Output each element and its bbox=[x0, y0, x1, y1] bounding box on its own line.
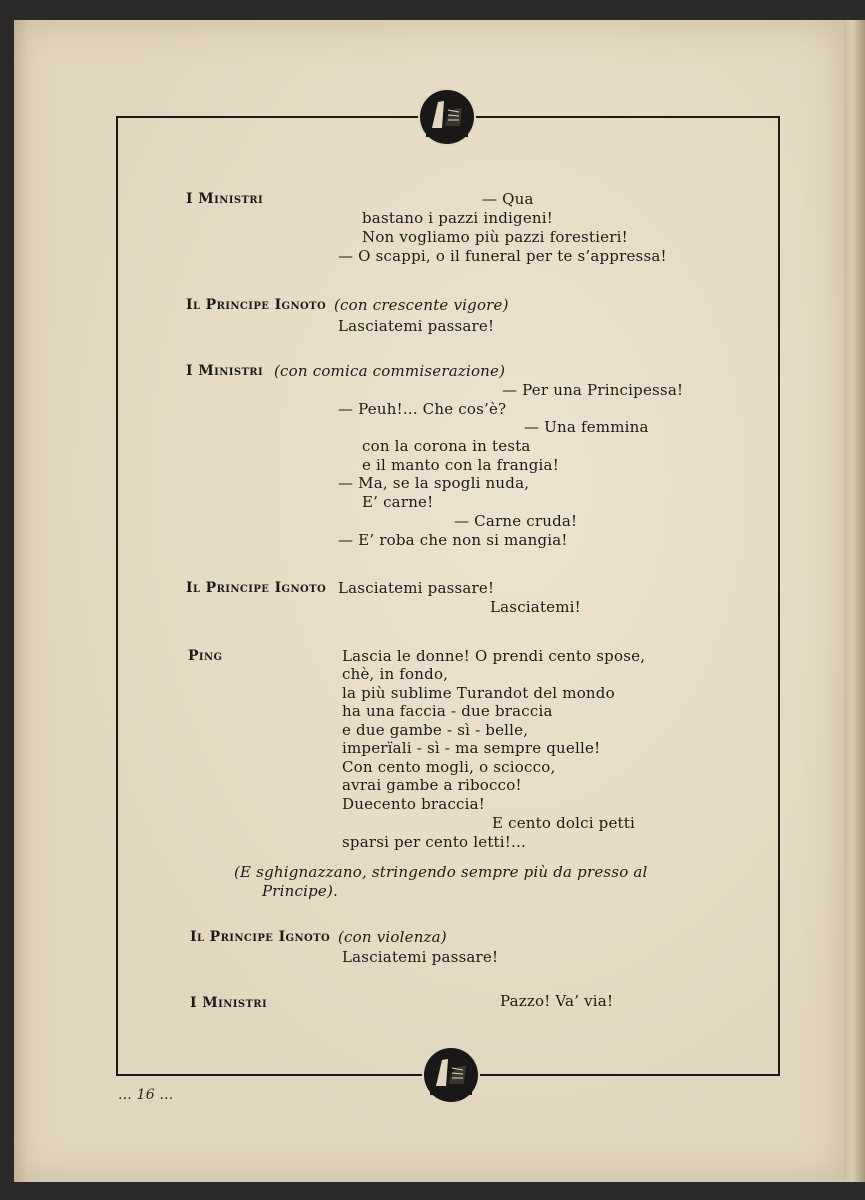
verse-line: ha una faccia - due braccia bbox=[342, 702, 553, 720]
verse-line: — Per una Principessa! bbox=[502, 381, 684, 399]
verse-line: E’ carne! bbox=[362, 493, 434, 511]
cetra-logo-top bbox=[418, 88, 476, 146]
stage-direction: (E sghignazzano, stringendo sempre più da presso al bbox=[234, 863, 648, 881]
speaker-label: I Ministri bbox=[186, 191, 264, 207]
verse-line: Non vogliamo più pazzi forestieri! bbox=[362, 228, 628, 246]
verse-line: — Una femmina bbox=[524, 418, 649, 436]
verse-line: Lascia le donne! O prendi cento spose, bbox=[342, 647, 646, 665]
verse-line: Lasciatemi! bbox=[490, 598, 581, 616]
cetra-emblem-icon bbox=[422, 1046, 480, 1104]
verse-line: sparsi per cento letti!... bbox=[342, 833, 526, 851]
speaker-label: Il Principe Ignoto bbox=[186, 580, 327, 596]
speaker-label: Ping bbox=[188, 648, 223, 664]
speaker-label: Il Principe Ignoto bbox=[190, 929, 331, 945]
verse-line: — Qua bbox=[482, 190, 534, 208]
verse-line: — O scappi, o il funeral per te s’appressa! bbox=[338, 247, 667, 265]
verse-line: la più sublime Turandot del mondo bbox=[342, 684, 615, 702]
page-edge bbox=[844, 20, 865, 1182]
verse-line: imperïali - sì - ma sempre quelle! bbox=[342, 739, 601, 757]
verse-line: avrai gambe a ribocco! bbox=[342, 776, 522, 794]
page-number: ... 16 ... bbox=[118, 1087, 174, 1103]
stage-direction: (con comica commiserazione) bbox=[274, 362, 506, 380]
verse-line: chè, in fondo, bbox=[342, 665, 449, 683]
verse-line: con la corona in testa bbox=[362, 437, 531, 455]
verse-line: Duecento braccia! bbox=[342, 795, 486, 813]
verse-line: Lasciatemi passare! bbox=[338, 579, 495, 597]
verse-line: Lasciatemi passare! bbox=[342, 948, 499, 966]
verse-line: bastano i pazzi indigeni! bbox=[362, 209, 553, 227]
verse-line: — Carne cruda! bbox=[454, 512, 578, 530]
verse-line: Con cento mogli, o sciocco, bbox=[342, 758, 556, 776]
stage-direction: (con violenza) bbox=[338, 928, 447, 946]
verse-line: — Peuh!... Che cos’è? bbox=[338, 400, 507, 418]
verse-line: Pazzo! Va’ via! bbox=[500, 992, 614, 1010]
cetra-logo-bottom bbox=[422, 1046, 480, 1104]
verse-line: E cento dolci petti bbox=[492, 814, 636, 832]
cetra-emblem-icon bbox=[418, 88, 476, 146]
verse-line: — Ma, se la spogli nuda, bbox=[338, 474, 530, 492]
stage-direction: (con crescente vigore) bbox=[334, 296, 509, 314]
verse-line: e il manto con la frangia! bbox=[362, 456, 559, 474]
speaker-label: I Ministri bbox=[190, 995, 268, 1011]
stage-direction: Principe). bbox=[262, 882, 339, 900]
verse-line: — E’ roba che non si mangia! bbox=[338, 531, 568, 549]
speaker-label: Il Principe Ignoto bbox=[186, 297, 327, 313]
speaker-label: I Ministri bbox=[186, 363, 264, 379]
verse-line: Lasciatemi passare! bbox=[338, 317, 495, 335]
verse-line: e due gambe - sì - belle, bbox=[342, 721, 529, 739]
